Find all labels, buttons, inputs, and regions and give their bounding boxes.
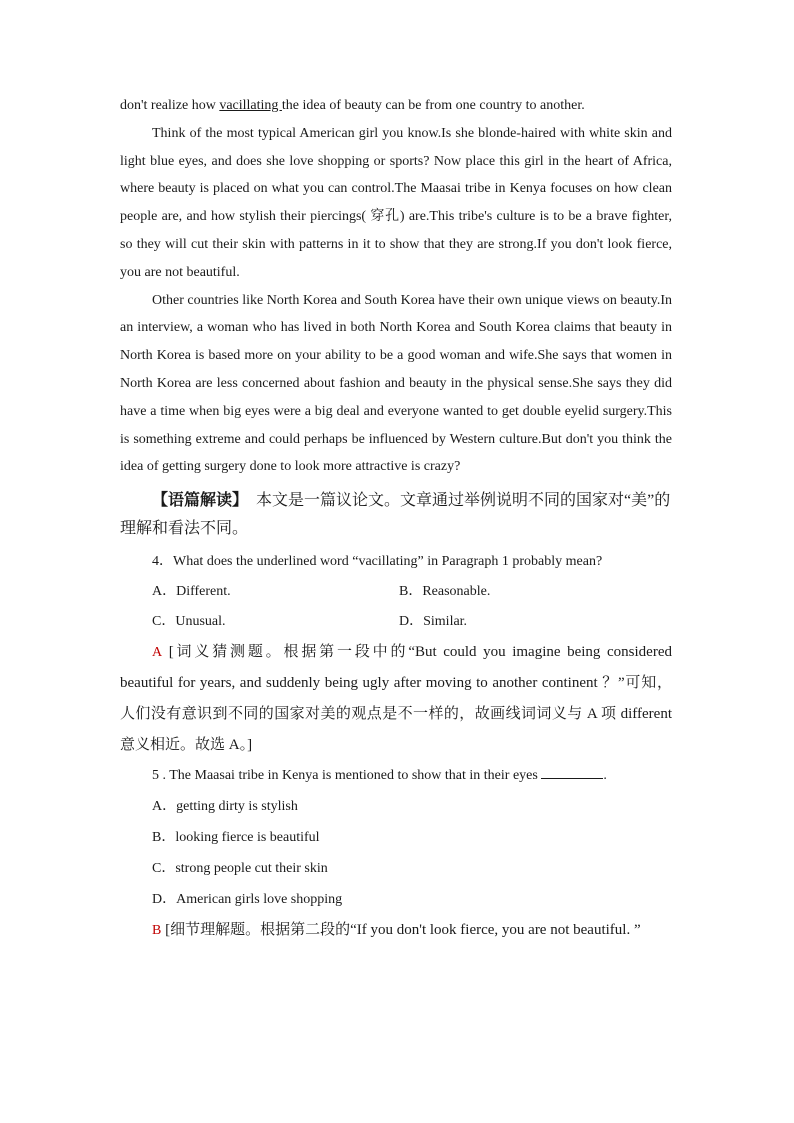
q4-option-d[interactable]: D．Similar. <box>399 614 468 630</box>
p1-text-post: the idea of beauty can be from one country to another. <box>281 98 585 113</box>
passage-paragraph-3: Other countries like North Korea and South Korea have their own unique views on beauty.In an interview, a woman who has lived in both North Korea and South Korea claims that beauty in North Korea is based more on your ability to be a good woman and wife.She says that women in North Korea are less concerned about fashion and beauty in the physical sense.She says they did have a time when big eyes were a big deal and everyone wanted to get double eyelid surgery.This is something extreme and could perhaps be influenced by Western culture.But don't you think the idea of getting surgery done to look more attractive is crazy? <box>120 292 672 475</box>
question-4-options-row-2 <box>120 607 672 637</box>
q5-stem-text: 5 . The Maasai tribe in Kenya is mentioned to show that in their eyes <box>152 768 542 784</box>
question-4-stem: 4．What does the underlined word “vacillating” in Paragraph 1 probably mean? <box>152 554 603 570</box>
q5-option-b[interactable]: B．looking fierce is beautiful <box>152 830 320 846</box>
underlined-word: vacillating <box>219 98 282 113</box>
passage-paragraph-2: Think of the most typical American girl you know.Is she blonde-haired with white skin and light blue eyes, and does she love shopping or sports? Now place this girl in the heart of Africa, where beauty is placed on what you can control.The Maasai tribe in Kenya focuses on how clean people are, and how stylish their piercings( 穿孔) are.This tribe's culture is to be a brave fighter, so they will cut their skin with patterns in it to show that they are strong.If you don't look fierce, you are not beautiful. <box>120 125 672 280</box>
analysis-label: 【语篇解读】 <box>152 492 241 510</box>
q5-explanation: [细节理解题。根据第二段的“If you don't look fierce, you are not beautiful. ” <box>161 922 641 939</box>
document-page <box>120 92 672 946</box>
q5-option-c[interactable]: C．strong people cut their skin <box>152 861 328 877</box>
analysis-text: 本文是一篇议论文。文章通过举例说明不同的国家对“美”的理解和看法不同。 <box>120 492 671 538</box>
q5-option-a[interactable]: A．getting dirty is stylish <box>152 799 298 815</box>
q4-option-a[interactable]: A．Different. <box>152 584 231 600</box>
question-4-answer <box>120 637 672 761</box>
q4-explanation: [词义猜测题。根据第一段中的“But could you imagine being considered beautiful for years, and suddenly being ugly after moving to another continent ？”可知，人们没有意识到不同的国家对美的观点是不一样的，故画线词词义与 A 项 different 意义相近。故选 A。] <box>120 644 672 754</box>
question-4-options-row-1 <box>120 577 672 607</box>
q4-answer-letter: A <box>152 645 163 661</box>
q4-option-c[interactable]: C．Unusual. <box>152 614 226 630</box>
q4-option-b[interactable]: B．Reasonable. <box>399 584 491 600</box>
q5-stem-end: . <box>603 768 607 784</box>
passage-analysis <box>120 487 672 543</box>
q5-option-d[interactable]: D．American girls love shopping <box>152 892 343 908</box>
question-5-stem <box>120 761 672 791</box>
q5-answer-letter: B <box>152 923 162 939</box>
answer-blank <box>541 764 603 779</box>
question-5-answer <box>120 915 672 946</box>
p1-text-pre: don't realize how <box>120 98 220 113</box>
passage-paragraph-1 <box>120 92 672 120</box>
